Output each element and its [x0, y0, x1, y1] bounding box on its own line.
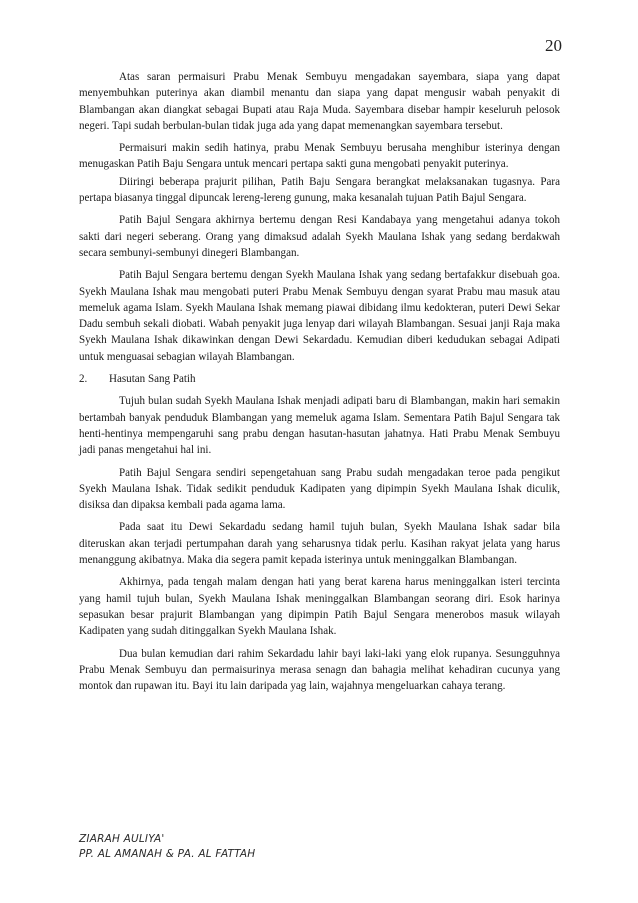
footer-title: ZIARAH AULIYA': [79, 833, 165, 845]
paragraph: Atas saran permaisuri Prabu Menak Sembuyu mengadakan sayembara, siapa yang dapat menyembuhkan puterinya akan diambil menantu dan siapa yang dapat mengusir wabah penyakit di Blambangan akan diangkat sebagai Bupati atau Raja Muda. Sayembara disebar hampir keseluruh pelosok negeri. Tapi sudah berbulan-bulan tidak juga ada yang dapat memenangkan sayembara tersebut.: [79, 71, 560, 132]
section-number: 2.: [79, 373, 88, 386]
page-footer: [79, 832, 255, 862]
page-number: 20: [545, 36, 562, 55]
paragraph: Patih Bajul Sengara bertemu dengan Syekh Maulana Ishak yang sedang bertafakkur disebuah goa. Syekh Maulana Ishak mau mengobati puteri Prabu Menak Sembuyu dengan syarat Prabu mau masuk atau memeluk agama Islam. Syekh Maulana Ishak memang piawai dibidang ilmu kedokteran, puteri Dewi Sekar Dadu sembuh sekali diobati. Wabah penyakit juga lenyap dari wilayah Blambangan. Sesuai janji Raja maka Syekh Maulana Ishak dikawinkan dengan Dewi Sekardadu. Kemudian diberi kedudukan sebagai Adipati untuk menguasai sebagian wilayah Blambangan.: [79, 269, 560, 363]
paragraph: Dua bulan kemudian dari rahim Sekardadu lahir bayi laki-laki yang elok rupanya. Sesungguhnya Prabu Menak Sembuyu dan permaisurinya merasa senagn dan bahagia melihat kehadiran cucunya yang montok dan rupawan itu. Bayi itu lain daripada yag lain, wajahnya mengeluarkan cahaya terang.: [79, 647, 560, 693]
paragraph: Pada saat itu Dewi Sekardadu sedang hamil tujuh bulan, Syekh Maulana Ishak sadar bila diteruskan akan terjadi pertumpahan darah yang seharusnya tidak perlu. Kasihan rakyat jelata yang harus menanggung akibatnya. Maka dia segera pamit kepada isterinya untuk meninggalkan Blambangan.: [79, 521, 560, 567]
section-heading: [79, 371, 560, 387]
paragraph: Patih Bajul Sengara sendiri sepengetahuan sang Prabu sudah mengadakan teroe pada pengikut Syekh Maulana Ishak. Tidak sedikit penduduk Kadipaten yang dipimpin Syekh Maulana Ishak diculik, disiksa dan dipaksa kembali pada agama lama.: [79, 466, 560, 512]
document-body: [79, 69, 560, 700]
footer-publisher: PP. AL AMANAH & PA. AL FATTAH: [79, 848, 256, 860]
paragraph: Permaisuri makin sedih hatinya, prabu Menak Sembuyu berusaha menghibur isterinya dengan menugaskan Patih Baju Sengara untuk mencari pertapa sakti guna mengobati penyakit puterinya.: [79, 142, 560, 171]
paragraph: Akhirnya, pada tengah malam dengan hati yang berat karena harus meninggalkan isteri tercinta yang hamil tujuh bulan, Syekh Maulana Ishak meninggalkan Blambangan seorang diri. Esok harinya sepasukan besar prajurit Blambangan yang dipimpin Patih Bajul Sengara menerobos masuk wilayah Kadipaten yang sudah ditinggalkan Syekh Maulana Ishak.: [79, 576, 560, 638]
paragraph: Patih Bajul Sengara akhirnya bertemu dengan Resi Kandabaya yang mengetahui adanya tokoh sakti dari negeri seberang. Orang yang dimaksud adalah Syekh Maulana Ishak yang sedang berdakwah secara sembunyi-sembunyi dinegeri Blambangan.: [79, 214, 560, 259]
section-title: Hasutan Sang Patih: [109, 373, 196, 386]
paragraph: Diiringi beberapa prajurit pilihan, Patih Baju Sengara berangkat melaksanakan tugasnya. Para pertapa biasanya tinggal dipuncak lereng-lereng gunung, maka kesanalah tujuan Patih Bajul Sengara.: [79, 175, 560, 205]
paragraph: Tujuh bulan sudah Syekh Maulana Ishak menjadi adipati baru di Blambangan, makin hari semakin bertambah banyak penduduk Blambangan yang memeluk agama Islam. Sementara Patih Bajul Sengara tak henti-hentinya mempengaruhi sang prabu dengan hasutan-hasutan jahatnya. Hati Prabu Menak Sembuyu jadi panas mengetahui hal ini.: [79, 395, 560, 457]
